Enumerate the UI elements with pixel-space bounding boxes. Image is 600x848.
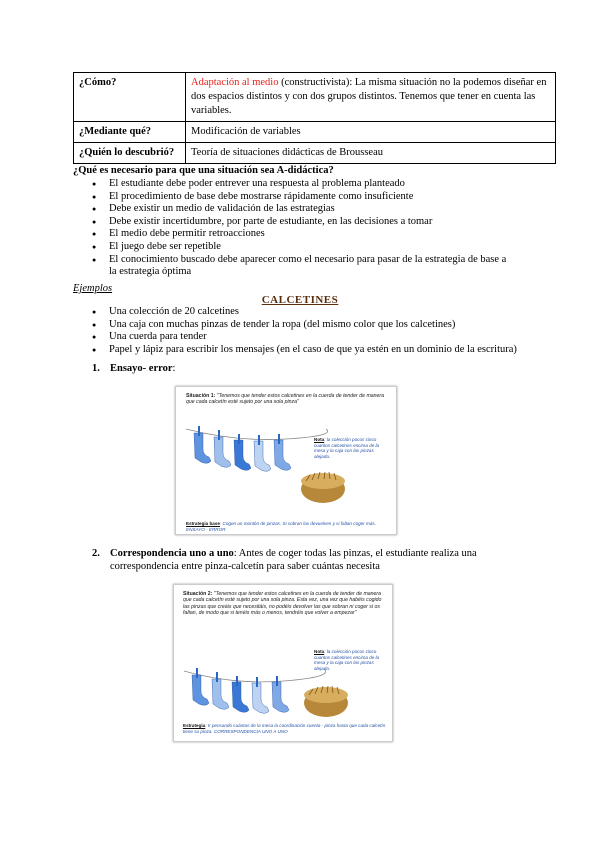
table-row-como bbox=[74, 73, 556, 122]
list-item: ● Una caja con muchas pinzas de tender la ropa (del mismo color que los calcetines) bbox=[92, 319, 532, 332]
foot-label: Estrategia base bbox=[186, 521, 220, 526]
calcetines-title: CALCETINES bbox=[261, 294, 339, 306]
figure-ensayo-error bbox=[175, 386, 397, 535]
list-item: ● Papel y lápiz para escribir los mensajes (en el caso de que ya estén en un dominio de la escritura) bbox=[92, 344, 532, 357]
list-item: ● Una colección de 20 calcetines bbox=[92, 306, 532, 319]
table-value: Modificación de variables bbox=[186, 122, 556, 143]
foot-text: : Cogen un montón de pinzas. Si sobran las devuelven y si faltan coger más. ENSAYO - ERROR bbox=[186, 521, 376, 532]
table-value bbox=[186, 73, 556, 122]
foot-text: : Ir pensando cuántas de la mesa la coordinación cuenta - pinza hasta que cada calcetín tiene su pinza. CORRESPONDENCIA UNO A UNO bbox=[183, 723, 386, 734]
table-row-mediante bbox=[74, 122, 556, 143]
table-key: ¿Quién lo descubrió? bbox=[74, 143, 186, 164]
clothesline bbox=[186, 429, 328, 440]
list-item: ● El procedimiento de base debe mostrarse rápidamente como insuficiente bbox=[92, 191, 512, 204]
note-text: : la colección pocos cinco cuantos calcetines encima de la mesa y la caja con las pinzas alejada. bbox=[314, 437, 380, 459]
clothesline bbox=[184, 669, 326, 682]
step-rest: : bbox=[172, 363, 176, 374]
info-table bbox=[73, 72, 556, 164]
clothespin-icon bbox=[198, 426, 280, 445]
clothesline-illustration bbox=[176, 387, 396, 534]
adidactica-list bbox=[92, 178, 512, 279]
clothespin-box-icon bbox=[301, 472, 345, 503]
clothespin-icon bbox=[196, 668, 278, 687]
note-text: : la colección pocos cinco cuantos calcetines encima de la mesa y la caja con las pinzas alejada. bbox=[314, 649, 380, 671]
situation-label: Situación 2: bbox=[183, 591, 213, 597]
list-item: ● El estudiante debe poder entrever una respuesta al problema planteado bbox=[92, 178, 512, 191]
table-key: ¿Mediante qué? bbox=[74, 122, 186, 143]
foot-label: Estrategia bbox=[183, 723, 206, 728]
step-rest: : Antes de coger todas las pinzas, el estudiante realiza una correspondencia entre pinza-calcetín para saber cuántas necesita bbox=[110, 548, 477, 572]
step-number: 1. bbox=[92, 363, 100, 374]
list-item: ● El medio debe permitir retroacciones bbox=[92, 228, 512, 241]
figure-footnote bbox=[186, 521, 391, 532]
list-item: ● Una cuerda para tender bbox=[92, 331, 532, 344]
step-title: Ensayo- error bbox=[110, 363, 173, 374]
step-number: 2. bbox=[92, 548, 100, 559]
table-key: ¿Cómo? bbox=[74, 73, 186, 122]
list-item: ● Debe existir un medio de validación de las estrategias bbox=[92, 203, 512, 216]
step-title: Correspondencia uno a uno bbox=[110, 548, 234, 559]
figure-note bbox=[314, 649, 386, 671]
list-item: ● El conocimiento buscado debe aparecer como el necesario para pasar de la estrategia de base a la estrategia óptima bbox=[92, 254, 512, 279]
note-label: Nota bbox=[314, 437, 325, 442]
figure-correspondencia bbox=[173, 584, 393, 742]
value-text: (constructivista): La misma situación no la podemos diseñar en dos espacios distintos y con dos grupos distintos. Tenemos que tener en cuenta las variables. bbox=[191, 77, 547, 116]
materials-list bbox=[92, 306, 532, 356]
list-item: ● El juego debe ser repetible bbox=[92, 241, 512, 254]
step-text bbox=[110, 547, 510, 573]
ejemplos-label: Ejemplos bbox=[73, 283, 113, 294]
table-value: Teoría de situaciones didácticas de Brousseau bbox=[186, 143, 556, 164]
step-text bbox=[110, 362, 490, 375]
situation-text: "Tenemos que tender estos calcetines en la cuerda de tender de manera que cada calcetín esté sujeto por una sola pinza" bbox=[186, 393, 385, 406]
situation-text: "Tenemos que tender estos calcetines en la cuerda de tender de manera que cada calcetín esté sujeto por una sola pinza. Esta vez, una vez que habéis cogido las pinzas que creáis que necesitáis, no podéis devolver las que sobran ni coger si os faltan, de modo que si tenéis más o menos, tendréis que volver a empezar" bbox=[183, 591, 382, 617]
table-row-quien bbox=[74, 143, 556, 164]
figure-footnote bbox=[183, 723, 388, 734]
note-label: Nota bbox=[314, 649, 325, 654]
list-item: ● Debe existir incertidumbre, por parte de estudiante, en las decisiones a tomar bbox=[92, 216, 512, 229]
clothespin-box-icon bbox=[304, 686, 348, 717]
adidactica-heading: ¿Qué es necesario para que una situación sea A-didáctica? bbox=[73, 165, 334, 176]
situation-label: Situación 1: bbox=[186, 393, 216, 399]
figure-note bbox=[314, 437, 389, 459]
highlight-text: Adaptación al medio bbox=[191, 77, 279, 88]
